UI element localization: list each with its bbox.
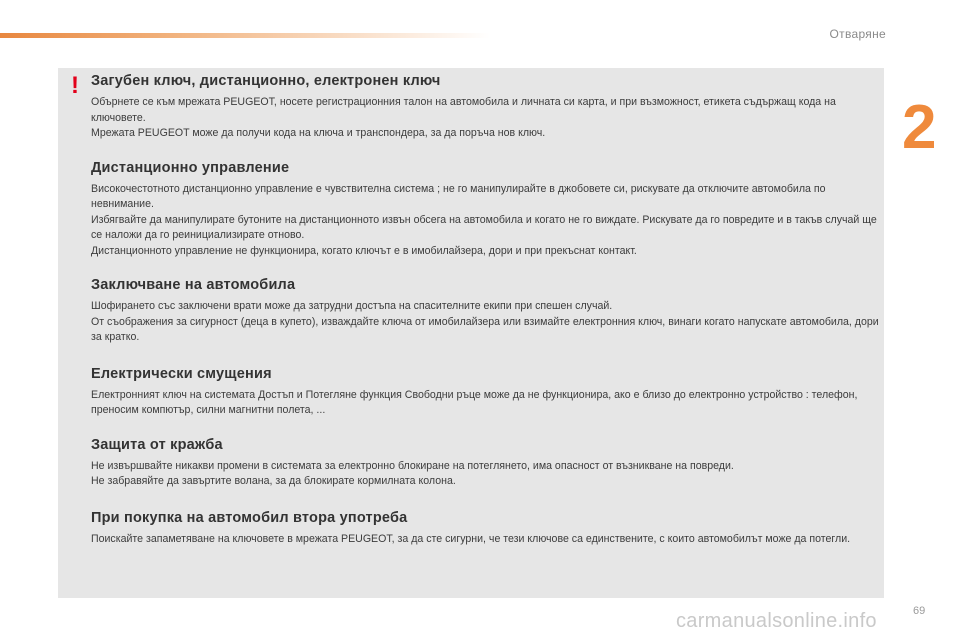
section-title: Заключване на автомобила [91, 277, 296, 293]
header-accent-bar [0, 33, 490, 38]
chapter-title: Отваряне [829, 27, 886, 41]
warning-content [91, 73, 881, 547]
section-paragraph: Избягвайте да манипулирате бутоните на дистанционното извън обсега на автомобила и когато не го виждате. Рискувате да го повредите и в такъв случай ще се наложи да го реинициализирате отново. [91, 213, 877, 241]
page-number: 69 [913, 605, 926, 617]
section-used-car-purchase [91, 510, 881, 548]
section-title: Загубен ключ, дистанционно, електронен ключ [91, 73, 441, 89]
chapter-number: 2 [902, 93, 937, 162]
section-paragraph: Обърнете се към мрежата PEUGEOT, носете регистрационния талон на автомобила и личната си карта, и при възможност, етикета съдържащ кода на ключовете. [91, 96, 836, 124]
section-paragraph: Мрежата PEUGEOT може да получи кода на ключа и транспондера, за да поръча нов ключ. [91, 127, 546, 139]
section-paragraph: Дистанционното управление не функционира, когато ключът е в имобилайзера, дори и при прекъснат контакт. [91, 244, 637, 257]
section-locking [91, 277, 881, 346]
section-paragraph: От съображения за сигурност (деца в купето), изваждайте ключа от имобилайзера или взимайте електронния ключ, винаги когато напускате автомобила, дори за кратко. [91, 315, 879, 343]
section-paragraph: Поискайте запаметяване на ключовете в мрежата PEUGEOT, за да сте сигурни, че тези ключове са единствените, с които автомобилът може да потегли. [91, 532, 851, 545]
section-electrical-interference [91, 366, 881, 419]
section-title: Защита от кражба [91, 436, 223, 453]
section-theft-protection [91, 437, 881, 490]
section-title: Дистанционно управление [91, 159, 290, 176]
section-paragraph: Високочестотното дистанционно управление е чувствителна система ; не го манипулирайте в джобовете си, рискувате да отключите автомобила по невнимание. [91, 182, 826, 210]
section-paragraph: Електронният ключ на системата Достъп и Потегляне функция Свободни ръце може да не функционира, ако е близо до електронно устройство : телефон, преносим компютър, силни магнитни полета, ... [91, 388, 858, 416]
warning-exclamation-icon: ! [71, 72, 79, 99]
section-lost-key [91, 73, 881, 142]
section-paragraph: Не извършвайте никакви промени в системата за електронно блокиране на потеглянето, има опасност от възникване на повреди. [91, 459, 734, 472]
section-remote-control [91, 160, 881, 260]
section-paragraph: Шофирането със заключени врати може да затрудни достъпа на спасителните екипи при спешен случай. [91, 300, 613, 312]
section-title: Електрически смущения [91, 365, 272, 382]
watermark: carmanualsonline.info [676, 610, 877, 632]
section-paragraph: Не забравяйте да завъртите волана, за да блокирате кормилната колона. [91, 475, 456, 487]
section-title: При покупка на автомобил втора употреба [91, 509, 408, 526]
